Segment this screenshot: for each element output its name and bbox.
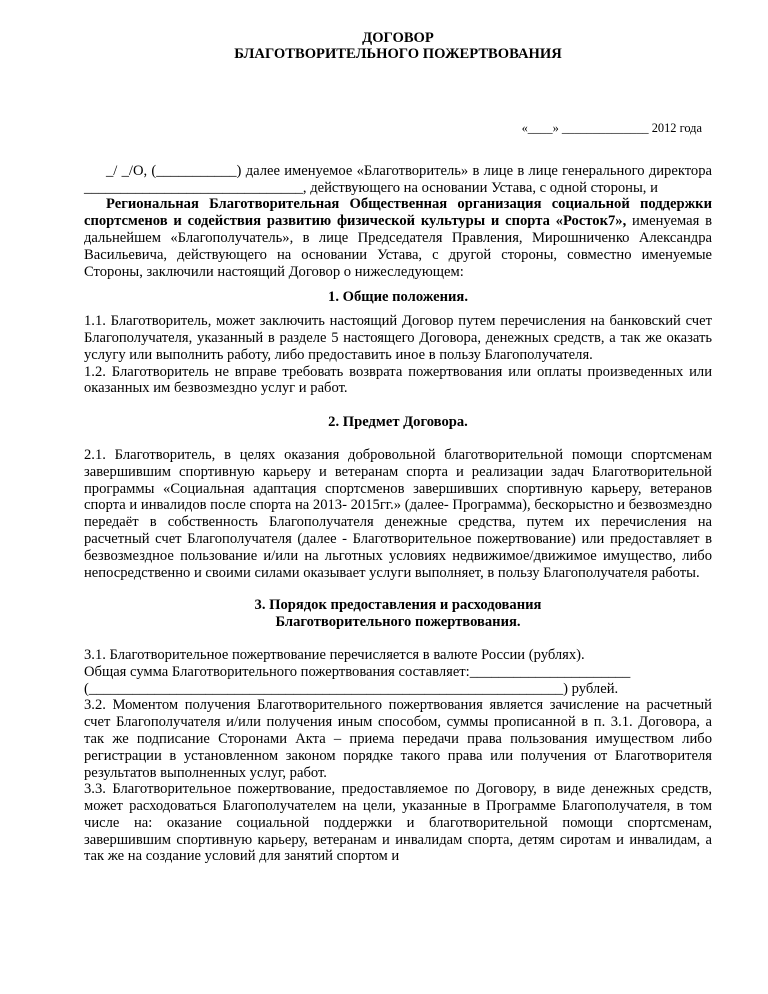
clause-3-2: 3.2. Моментом получения Благотворительного пожертвования является зачисление на расчетный счет Благополучателя и/или получения иным способом, суммы прописанной в п. 3.1. Договора, а так же подписание Сторонами Акта – приема передачи права пользования имуществом либо регистрации в установленном законом порядке такого права или получения от Благотворителя результатов выполненных услуг, работ. <box>84 697 712 781</box>
clause-1-2: 1.2. Благотворитель не вправе требовать возврата пожертвования или оплаты произведенных или оказанных им безвозмездно услуг и работ. <box>84 363 712 397</box>
clause-3-1: 3.1. Благотворительное пожертвование перечисляется в валюте России (рублях). <box>84 646 585 663</box>
clause-1-1: 1.1. Благотворитель, может заключить настоящий Договор путем перечисления на банковский счет Благополучателя, указанный в разделе 5 настоящего Договора, денежных средств, а так же оказать услугу или выполнить работу, либо предоставить иное в пользу Благополучателя. <box>84 313 712 363</box>
preamble-recipient-text: именуемая в дальнейшем «Благополучатель», в лице Председателя Правления, Мирошниченко Александра Васильевича, действующего на основании Устава, с другой стороны, совместно именуемые Стороны, заключили настоящий Договор о нижеследующем: <box>84 213 712 280</box>
preamble-recipient <box>84 196 712 280</box>
preamble-donor: _/ _/О, (___________) далее именуемое «Благотворитель» в лице в лице генерального директора ______________________________, действующего на основании Устава, с одной стороны, и <box>84 162 712 196</box>
clause-2-1: 2.1. Благотворитель, в целях оказания добровольной благотворительной помощи спортсменам завершившим спортивную карьеру и ветеранам спорта и реализации задач Благотворительной программы «Социальная адаптация спортсменов завершивших спортивную карьеру, ветеранов спорта и инвалидов после спорта на 2013- 2015гг.» (далее- Программа), бескорыстно и безвозмездно передаёт в собственность Благополучателя денежные средства, путем их перечисления на расчетный счет Благополучателя (далее - Благотворительное пожертвование) или предоставляет в безвозмездное пользование и/или на льготных условиях недвижимое/движимое имущество, либо непосредственно и своими силами оказывает услуги выполняет, в пользу Благополучателя работы. <box>84 446 712 581</box>
organization-name: Региональная Благотворительная Общественная организация социальной поддержки спортсменов и содействия развитию физической культуры и спорта «Росток7», <box>84 196 712 230</box>
donation-total-amount: Общая сумма Благотворительного пожертвования составляет:______________________ <box>84 663 631 680</box>
clause-3-3: 3.3. Благотворительное пожертвование, предоставляемое по Договору, в виде денежных средств, может расходоваться Благополучателем на цели, указанные в Программе Благополучателя, в том числе на: оказание социальной поддержки и благотворительной помощи спортсменам, завершившим спортивную карьеру, ветеранам и инвалидам спорта, детям сиротам и инвалидам, а так же на создание условий для занятий спортом и <box>84 781 712 865</box>
document-subtitle: БЛАГОТВОРИТЕЛЬНОГО ПОЖЕРТВОВАНИЯ <box>234 46 562 62</box>
donation-amount-words: (_________________________________________________________________) рублей. <box>84 680 619 697</box>
section-1-heading: 1. Общие положения. <box>328 289 468 306</box>
document-title: ДОГОВОР <box>362 30 434 46</box>
section-2-heading: 2. Предмет Договора. <box>328 414 468 431</box>
document-page <box>84 30 712 865</box>
contract-date: «____» ______________ 2012 года <box>521 121 702 135</box>
section-3-heading-line2: Благотворительного пожертвования. <box>275 614 521 631</box>
section-3-heading-line1: 3. Порядок предоставления и расходования <box>254 597 542 614</box>
